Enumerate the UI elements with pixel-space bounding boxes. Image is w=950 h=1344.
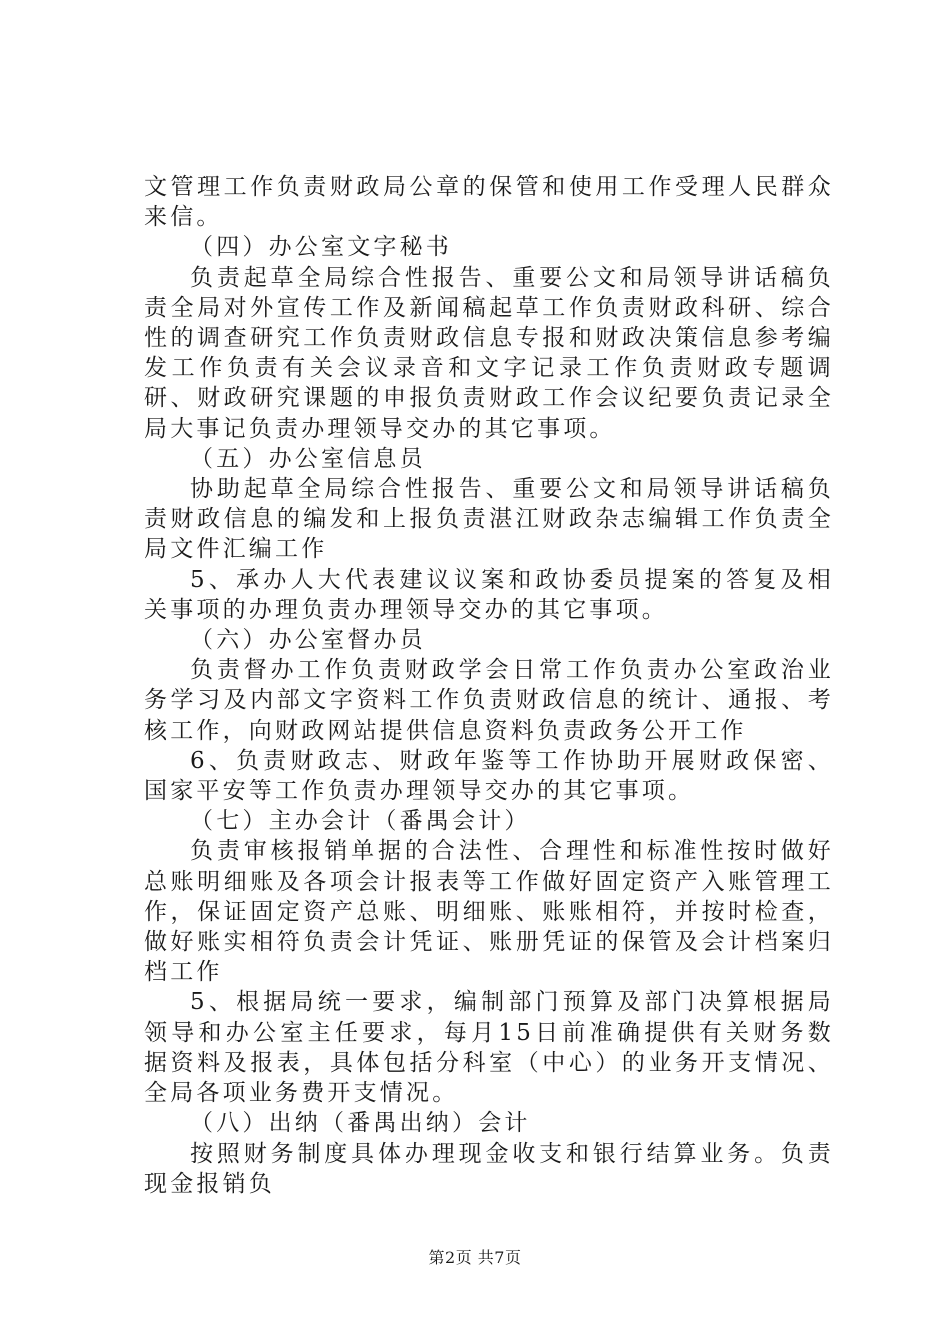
paragraph-body: 协助起草全局综合性报告、重要公文和局领导讲话稿负责财政信息的编发和上报负责湛江财政杂志编辑工作负责全局文件汇编工作 xyxy=(144,476,834,563)
document-body xyxy=(144,172,834,1199)
section-heading-7: （七）主办会计（番禺会计） xyxy=(190,808,531,835)
paragraph-body: 6、负责财政志、财政年鉴等工作协助开展财政保密、国家平安等工作负责办理领导交办的其它事项。 xyxy=(144,747,834,805)
paragraph-body: 负责起草全局综合性报告、重要公文和局领导讲话稿负责全局对外宣传工作及新闻稿起草工作负责财政科研、综合性的调查研究工作负责财政信息专报和财政决策信息参考编发工作负责有关会议录音和文字记录工作负责财政专题调研、财政研究课题的申报负责财政工作会议纪要负责记录全局大事记负责办理领导交办的其它事项。 xyxy=(144,264,834,442)
section-heading-8: （八）出纳（番禺出纳）会计 xyxy=(190,1110,531,1137)
paragraph-body: 负责审核报销单据的合法性、合理性和标准性按时做好总账明细账及各项会计报表等工作做好固定资产入账管理工作，保证固定资产总账、明细账、账账相符，并按时检查，做好账实相符负责会计凭证、账册凭证的保管及会计档案归档工作 xyxy=(144,838,834,986)
paragraph-body: 按照财务制度具体办理现金收支和银行结算业务。负责现金报销负 xyxy=(144,1140,834,1197)
paragraph-body: 负责督办工作负责财政学会日常工作负责办公室政治业务学习及内部文字资料工作负责财政信息的统计、通报、考核工作，向财政网站提供信息资料负责政务公开工作 xyxy=(144,657,834,744)
paragraph-continued: 文管理工作负责财政局公章的保管和使用工作受理人民群众来信。 xyxy=(144,174,834,231)
paragraph-body: 5、承办人大代表建议议案和政协委员提案的答复及相关事项的办理负责办理领导交办的其它事项。 xyxy=(144,566,834,623)
page-footer-number: 第2页 共7页 xyxy=(428,1248,522,1267)
section-heading-6: （六）办公室督办员 xyxy=(190,627,426,654)
section-heading-5: （五）办公室信息员 xyxy=(190,445,426,472)
section-heading-4: （四）办公室文字秘书 xyxy=(190,234,452,261)
paragraph-body: 5、根据局统一要求，编制部门预算及部门决算根据局领导和办公室主任要求，每月15日前准确提供有关财务数据资料及报表，具体包括分科室（中心）的业务开支情况、全局各项业务费开支情况。 xyxy=(144,989,834,1107)
